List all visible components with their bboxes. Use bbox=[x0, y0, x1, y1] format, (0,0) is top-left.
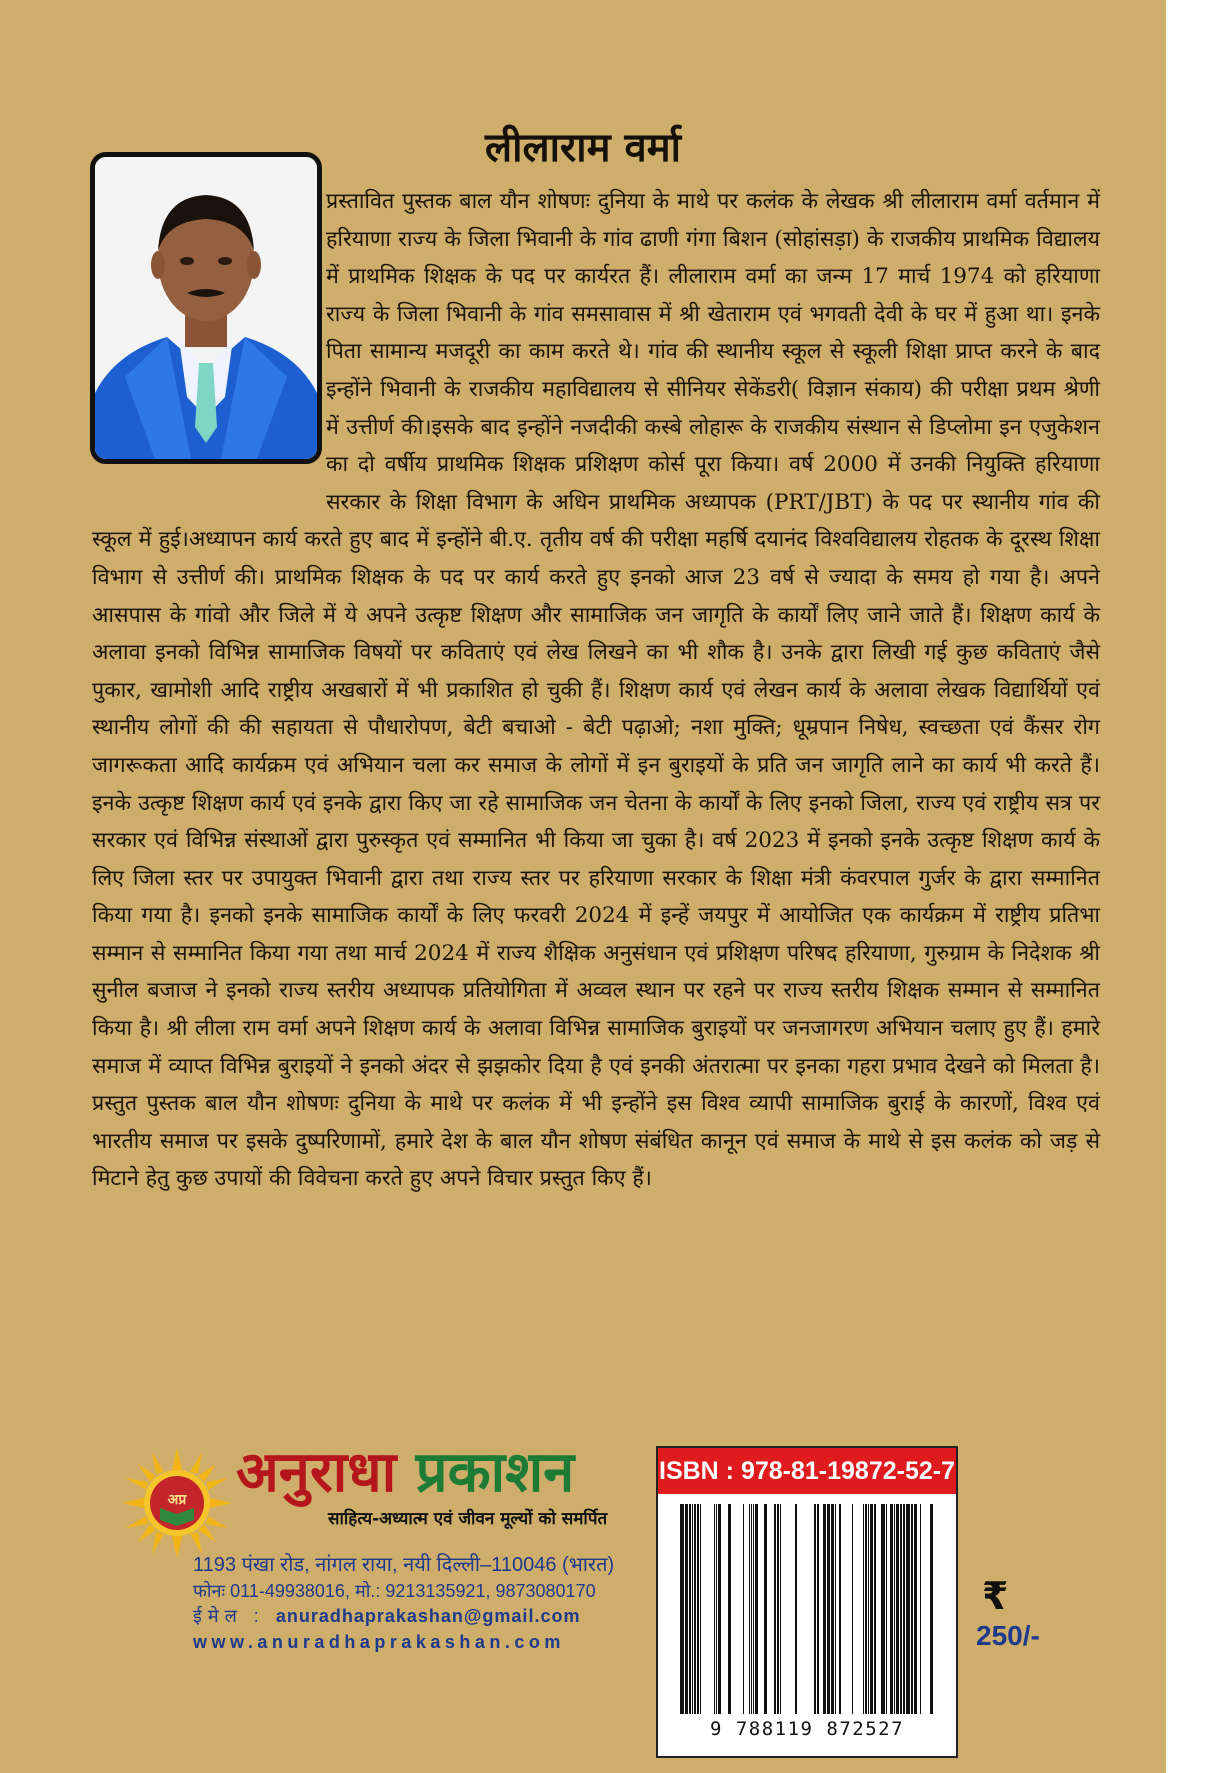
isbn-label: ISBN : 978-81-19872-52-7 bbox=[658, 1448, 956, 1494]
barcode-bar bbox=[890, 1504, 893, 1714]
publisher-name-part1: अनुराधा bbox=[236, 1440, 397, 1505]
publisher-phone: फोनः 011-49938016, मो.: 9213135921, 9873080170 bbox=[193, 1580, 596, 1601]
barcode-bar bbox=[743, 1504, 744, 1714]
biography-text: प्रस्तावित पुस्तक बाल यौन शोषणः दुनिया के माथे पर कलंक के लेखक श्री लीलाराम वर्मा वर्तमान में हरियाणा राज्य के जिला भिवानी के गांव ढाणी गंगा बिशन (सोहांसड़ा) के राजकीय प्राथमिक विद्यालय में प्राथमिक शिक्षक के पद पर कार्यरत हैं। लीलाराम वर्मा का जन्म 17 मार्च 1974 को हरियाणा राज्य के जिला भिवानी के गांव समसावास में श्री खेताराम एवं भगवती देवी के घर में हुआ था। इनके पिता सामान्य मजदूरी का काम करते थे। गांव की स्थानीय स्कूल से स्कूली शिक्षा प्राप्त करने के बाद इन्होंने भिवानी के राजकीय महाविद्यालय से सीनियर सेकेंडरी( विज्ञान संकाय) की परीक्षा प्रथम श्रेणी में उत्तीर्ण की।इसके बाद इन्होंने नजदीकी कस्बे लोहारू के राजकीय संस्थान से डिप्लोमा इन एजुकेशन का दो वर्षीय प्राथमिक शिक्षक प्रशिक्षण कोर्स पूरा किया। वर्ष 2000 में उनकी नियुक्ति हरियाणा सरकार के शिक्षा विभाग के अधिन प्राथमिक अध्यापक (PRT/JBT) के पद पर स्थानीय गांव की स्कूल में हुई।अध्यापन कार्य करते हुए बाद में इन्होंने बी.ए. तृतीय वर्ष की परीक्षा महर्षि दयानंद विश्वविद्यालय रोहतक के दूरस्थ शिक्षा विभाग से उत्तीर्ण की। प्राथमिक शिक्षक के पद पर कार्य करते हुए इनको आज 23 वर्ष से ज्यादा के समय हो गया है। अपने आसपास के गांवो और जिले में ये अपने उत्कृष्ट शिक्षण और सामाजिक जन जागृति के कार्यों लिए जाने जाते हैं। शिक्षण कार्य के अलावा इनको विभिन्न सामाजिक विषयों पर कविताएं एवं लेख लिखने का भी शौक है। उनके द्वारा लिखी गई कुछ कविताएं जैसे पुकार, खामोशी आदि राष्ट्रीय अखबारों में भी प्रकाशित हो चुकी हैं। शिक्षण कार्य एवं लेखन कार्य के अलावा लेखक विद्यार्थियों एवं स्थानीय लोगों की की सहायता से पौधारोपण, बेटी बचाओ - बेटी पढ़ाओ; नशा मुक्ति; धूम्रपान निषेध, स्वच्छता एवं कैंसर रोग जागरूकता आदि कार्यक्रम एवं अभियान चला कर समाज के लोगों में इन बुराइयों के प्रति जन जागृति लाने का कार्य भी करते हैं। इनके उत्कृष्ट शिक्षण कार्य एवं इनके द्वारा किए जा रहे सामाजिक जन चेतना के कार्यों के लिए इनको जिला, राज्य एवं राष्ट्रीय सत्र पर सरकार एवं विभिन्न संस्थाओं द्वारा पुरुस्कृत एवं सम्मानित भी किया जा चुका है। वर्ष 2023 में इनको इनके उत्कृष्ट शिक्षण कार्य के लिए जिला स्तर पर उपायुक्त भिवानी द्वारा तथा राज्य स्तर पर हरियाणा सरकार के शिक्षा मंत्री कंवरपाल गुर्जर के द्वारा सम्मानित किया गया है। इनको इनके सामाजिक कार्यों के लिए फरवरी 2024 में इन्हें जयपुर में आयोजित एक कार्यक्रम में राष्ट्रीय प्रतिभा सम्मान से सम्मानित किया गया तथा मार्च 2024 में राज्य शैक्षिक अनुसंधान एवं प्रशिक्षण परिषद हरियाणा, गुरुग्राम के निदेशक श्री सुनील बजाज ने इनको राज्य स्तरीय अध्यापक प्रतियोगिता में अव्वल स्थान पर रहने पर राज्य स्तरीय शिक्षक सम्मान से सम्मानित किया है। श्री लीला राम वर्मा अपने शिक्षण कार्य के अलावा विभिन्न सामाजिक बुराइयों पर जनजागरण अभियान चलाए हुए हैं। हमारे समाज में व्याप्त विभिन्न बुराइयों ने इनको अंदर से झझकोर दिया है एवं इनकी अंतरात्मा पर इनका गहरा प्रभाव देखने को मिलता है। प्रस्तुत पुस्तक बाल यौन शोषणः दुनिया के माथे पर कलंक में भी इन्होंने इस विश्व व्यापी सामाजिक बुराई के कारणों, विश्व एवं भारतीय समाज पर इसके दुष्परिणामों, हमारे देश के बाल यौन शोषण संबंधित कानून एवं समाज के माथे से इस कलंक को जड़ से मिटाने हेतु कुछ उपायों की विवेचना करते हुए अपने विचार प्रस्तुत किए हैं। bbox=[92, 189, 1100, 1192]
price-value: 250/- bbox=[976, 1620, 1040, 1651]
publisher-email-line bbox=[193, 1604, 614, 1630]
logo-text: अप्र bbox=[167, 1492, 187, 1508]
barcode-bar bbox=[852, 1504, 853, 1714]
publisher-contact bbox=[193, 1553, 614, 1655]
barcode-icon bbox=[678, 1504, 936, 1714]
isbn-barcode-box bbox=[656, 1446, 958, 1758]
publisher-email[interactable]: anuradhaprakashan@gmail.com bbox=[275, 1606, 581, 1626]
rupee-icon: ₹ bbox=[982, 1574, 1009, 1618]
barcode-bar bbox=[774, 1504, 776, 1714]
barcode-bar bbox=[870, 1504, 873, 1714]
barcode-bar bbox=[714, 1504, 715, 1714]
barcode-bar bbox=[753, 1504, 754, 1714]
barcode-bar bbox=[903, 1504, 905, 1714]
barcode-bar bbox=[911, 1504, 913, 1714]
publisher-website[interactable]: www.anuradhaprakashan.com bbox=[193, 1631, 565, 1652]
barcode-bar bbox=[823, 1504, 826, 1714]
barcode-bar bbox=[874, 1504, 876, 1714]
barcode-bar bbox=[764, 1504, 767, 1714]
barcode-bar bbox=[777, 1504, 779, 1714]
barcode-bar bbox=[716, 1504, 717, 1714]
barcode-bar bbox=[751, 1504, 752, 1714]
barcode-bar bbox=[694, 1504, 696, 1714]
barcode-bar bbox=[827, 1504, 830, 1714]
barcode-bar bbox=[718, 1504, 721, 1714]
barcode-bar bbox=[920, 1504, 921, 1714]
barcode-bar bbox=[863, 1504, 864, 1714]
barcode-bar bbox=[795, 1504, 797, 1714]
barcode-bar bbox=[881, 1504, 885, 1714]
barcode-bar bbox=[680, 1504, 684, 1714]
barcode-digits: 9 788119 872527 bbox=[709, 1718, 905, 1740]
barcode-bar bbox=[755, 1504, 758, 1714]
author-name: लीलाराम वर्मा bbox=[484, 125, 682, 171]
photo-spacer bbox=[92, 171, 326, 509]
barcode-bar bbox=[697, 1504, 699, 1714]
barcode-bar bbox=[814, 1504, 816, 1714]
barcode-bar bbox=[692, 1504, 693, 1714]
publisher-name-part2: प्रकाशन bbox=[415, 1440, 575, 1505]
barcode-bar bbox=[780, 1504, 781, 1714]
barcode-bar bbox=[865, 1504, 867, 1714]
publisher-address: 1193 पंखा रोड, नांगल राया, नयी दिल्ली–110046 (भारत) bbox=[193, 1554, 615, 1576]
publisher-tagline: साहित्य-अध्यात्म एवं जीवन मूल्यों को समर्पित bbox=[328, 1509, 608, 1529]
barcode-bar bbox=[728, 1504, 731, 1714]
barcode-bar bbox=[689, 1504, 691, 1714]
publisher-logo-icon bbox=[122, 1448, 232, 1558]
barcode-bar bbox=[839, 1504, 841, 1714]
barcode-bar bbox=[835, 1504, 836, 1714]
barcode-bar bbox=[685, 1504, 688, 1714]
barcode-bar bbox=[886, 1504, 887, 1714]
barcode-bar bbox=[896, 1504, 899, 1714]
barcode-bar bbox=[749, 1504, 750, 1714]
barcode-bar bbox=[906, 1504, 910, 1714]
barcode-bar bbox=[700, 1504, 701, 1714]
barcode-bar bbox=[900, 1504, 902, 1714]
barcode-bar bbox=[817, 1504, 819, 1714]
barcode-bar bbox=[831, 1504, 834, 1714]
author-biography bbox=[92, 183, 1100, 1198]
barcode-bar bbox=[914, 1504, 917, 1714]
barcode-bar bbox=[894, 1504, 895, 1714]
email-label: ईमेल : bbox=[193, 1606, 276, 1626]
barcode-bar bbox=[868, 1504, 869, 1714]
publisher-name bbox=[236, 1438, 574, 1508]
barcode-bar bbox=[930, 1504, 933, 1714]
